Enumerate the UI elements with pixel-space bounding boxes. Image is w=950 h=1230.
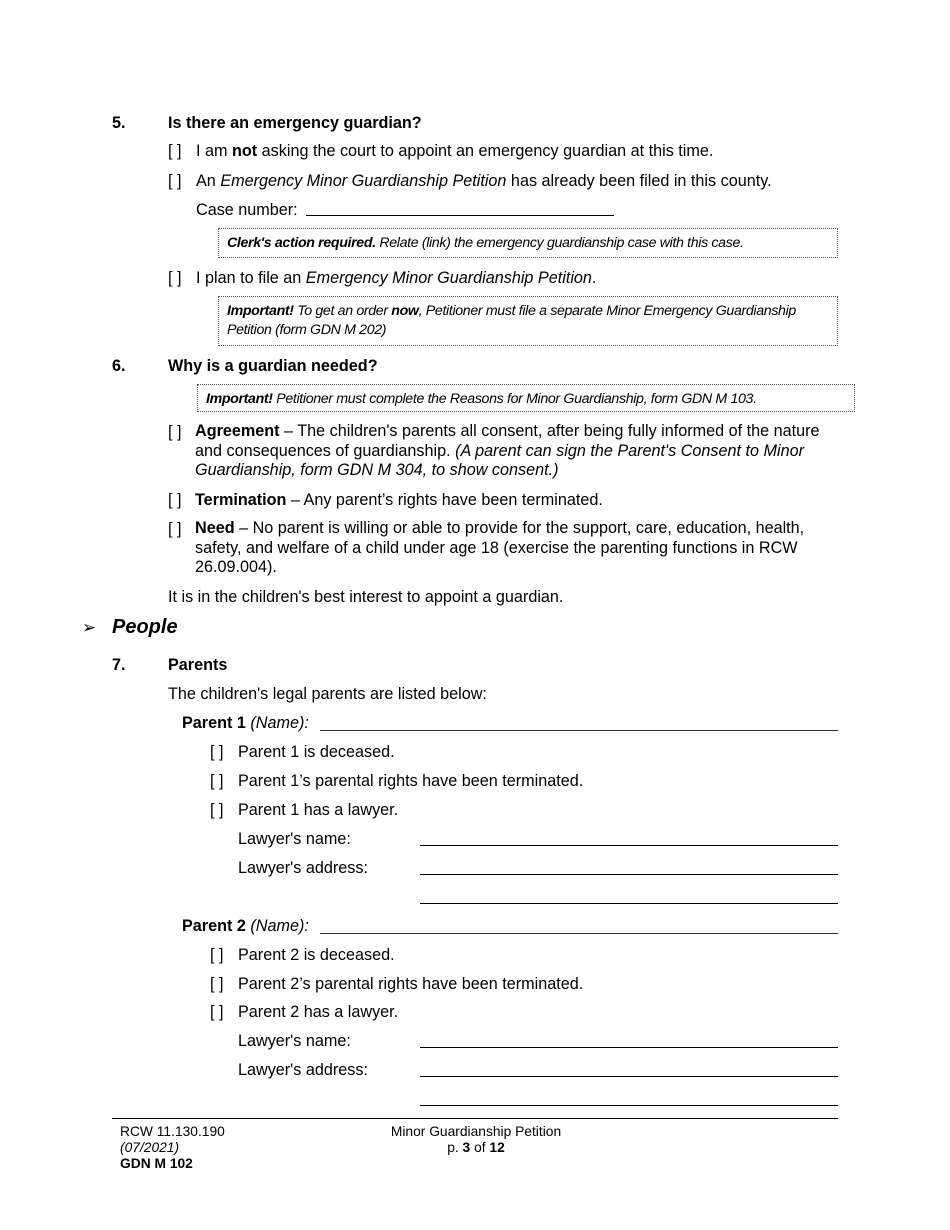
checkbox[interactable]: [ ] [210, 772, 224, 790]
parent-1-lawyer-option[interactable]: [ ] Parent 1 has a lawyer. [210, 801, 399, 819]
parent-1-name-field[interactable] [320, 730, 838, 731]
footer-date: (07/2021) [120, 1140, 180, 1155]
footer-rcw: RCW 11.130.190 [120, 1124, 225, 1139]
footer-page-number: p. 3 of 12 [447, 1140, 505, 1155]
footer-divider [112, 1118, 838, 1119]
parent-2-lawyer-address-field-2[interactable] [420, 1105, 838, 1106]
section-5-heading: Is there an emergency guardian? [168, 114, 422, 132]
arrow-bullet-icon: ➢ [82, 618, 97, 637]
option-emergency-filed[interactable]: [ ] An Emergency Minor Guardianship Petition has already been filed in this county. [168, 172, 772, 190]
parent-1-lawyer-address-label: Lawyer's address: [238, 859, 368, 877]
footer-title: Minor Guardianship Petition [390, 1124, 562, 1139]
important-emergency-box: Important! To get an order now, Petitioner must file a separate Minor Emergency Guardianship Petition (form GDN M 202) [218, 296, 838, 346]
parent-2-lawyer-name-field[interactable] [420, 1047, 838, 1048]
need-checkbox[interactable]: [ ] [168, 520, 182, 538]
parent-2-lawyer-address-field[interactable] [420, 1076, 838, 1077]
parent-1-lawyer-name-field[interactable] [420, 845, 838, 846]
section-7-heading: Parents [168, 656, 228, 674]
option-termination[interactable]: Termination – Any parent’s rights have been terminated. [195, 491, 603, 509]
parent-2-lawyer-option[interactable]: [ ] Parent 2 has a lawyer. [210, 1003, 399, 1021]
section-5-number: 5. [112, 114, 126, 132]
parent-2-name-label: Parent 2 (Name): [182, 917, 309, 935]
people-heading: People [112, 616, 178, 638]
parent-1-name-label: Parent 1 (Name): [182, 714, 309, 732]
checkbox[interactable]: [ ] [168, 142, 182, 160]
checkbox[interactable]: [ ] [210, 801, 224, 819]
checkbox[interactable]: [ ] [210, 1003, 224, 1021]
option-agreement[interactable]: Agreement – The children's parents all consent, after being fully informed of the nature and consequences of guardianship. (A parent can sign the Parent's Consent to Minor Guardianship, form GDN M 304, to show consent.) [195, 422, 820, 479]
parent-1-terminated-option[interactable]: [ ] Parent 1’s parental rights have been terminated. [210, 772, 584, 790]
option-need[interactable]: Need – No parent is willing or able to provide for the support, care, education, health, safety, and welfare of a child under age 18 (exercise the parenting functions in RCW 26.09.004). [195, 519, 805, 576]
best-interest-statement: It is in the children's best interest to appoint a guardian. [168, 588, 564, 606]
option-no-emergency[interactable]: [ ] I am not asking the court to appoint an emergency guardian at this time. [168, 142, 714, 160]
parent-2-deceased-option[interactable]: [ ] Parent 2 is deceased. [210, 946, 395, 964]
parents-intro: The children's legal parents are listed below: [168, 685, 487, 703]
parent-2-lawyer-address-label: Lawyer's address: [238, 1061, 368, 1079]
parent-2-terminated-option[interactable]: [ ] Parent 2’s parental rights have been terminated. [210, 975, 584, 993]
footer-form-number: GDN M 102 [120, 1156, 193, 1171]
checkbox[interactable]: [ ] [168, 269, 182, 287]
case-number-field[interactable] [306, 215, 614, 216]
case-number-label: Case number: [196, 201, 298, 219]
section-6-heading: Why is a guardian needed? [168, 357, 378, 375]
parent-1-lawyer-address-field-2[interactable] [420, 903, 838, 904]
checkbox[interactable]: [ ] [210, 946, 224, 964]
important-reasons-box: Important! Petitioner must complete the Reasons for Minor Guardianship, form GDN M 103. [197, 384, 855, 412]
option-plan-to-file[interactable]: [ ] I plan to file an Emergency Minor Guardianship Petition. [168, 269, 597, 287]
parent-1-lawyer-address-field[interactable] [420, 874, 838, 875]
parent-1-deceased-option[interactable]: [ ] Parent 1 is deceased. [210, 743, 395, 761]
termination-checkbox[interactable]: [ ] [168, 491, 182, 509]
section-7-number: 7. [112, 656, 126, 674]
parent-2-name-field[interactable] [320, 933, 838, 934]
agreement-checkbox[interactable]: [ ] [168, 423, 182, 441]
parent-1-lawyer-name-label: Lawyer's name: [238, 830, 351, 848]
clerk-action-box: Clerk's action required. Relate (link) the emergency guardianship case with this case. [218, 228, 838, 258]
checkbox[interactable]: [ ] [210, 743, 224, 761]
checkbox[interactable]: [ ] [168, 172, 182, 190]
parent-2-lawyer-name-label: Lawyer's name: [238, 1032, 351, 1050]
section-6-number: 6. [112, 357, 126, 375]
checkbox[interactable]: [ ] [210, 975, 224, 993]
